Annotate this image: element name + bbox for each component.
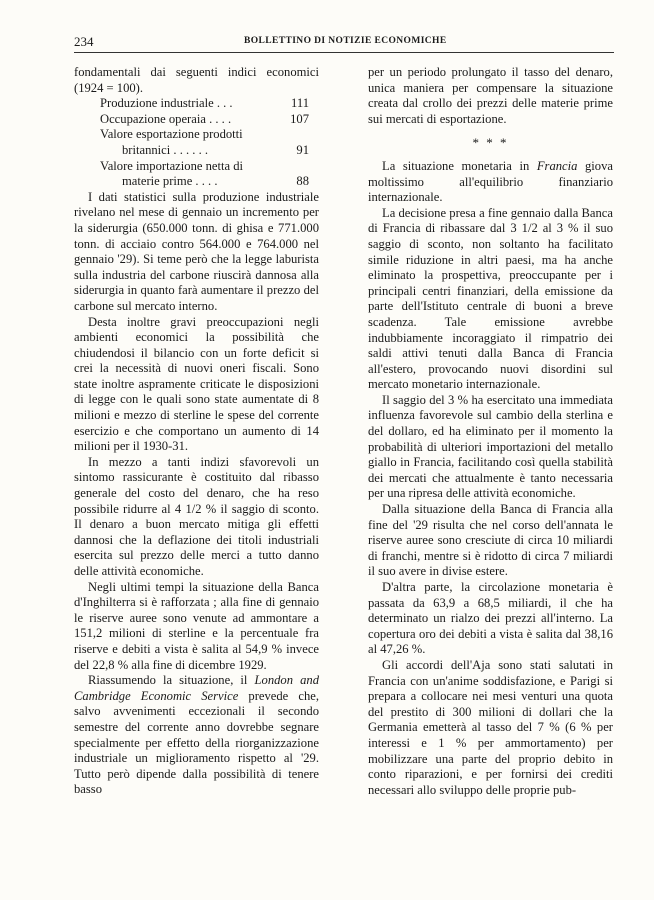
paragraph: In mezzo a tanti indizi sfavorevoli un sintomo rassicurante è costituito dal ribasso generale del costo del denaro, che ha reso possibile ridurre al 4 1/2 % il saggio di sconto. Il denaro a buon mercato mitiga gli effetti dannosi che la deflazione dei titoli industriali esercita sul prezzo delle merci a tutto danno delle attività economiche. bbox=[74, 454, 319, 578]
publication-title: London and Cambridge Economic Service bbox=[74, 673, 320, 703]
index-label: materie prime . . . . bbox=[122, 174, 218, 189]
paragraph: Il saggio del 3 % ha esercitato una immediata influenza favorevole sul cambio della sterlina e del dollaro, ed ha eliminato per il momento la probabilità di ulteriori importazioni del metallo giallo in Francia, facilitando così quella stabilità dei mercati che attualmente è tanto necessaria per una ripresa delle attività economiche. bbox=[368, 392, 613, 501]
index-value: 111 bbox=[291, 96, 309, 111]
paragraph: Gli accordi dell'Aja sono stati salutati in Francia con un'anime soddisfazione, e Parigi si prepara a collocare nei mesi venturi una quota del prestito di 300 milioni di dollari che la Germania emetterà al tasso del 7 % (6 % per interessi e 1 % per ammortamento) per mobilizzare una parte del proprio debito in conto riparazioni, e per fornirsi dei crediti necessari allo sviluppo delle proprie pub- bbox=[368, 657, 613, 797]
index-value: 107 bbox=[290, 111, 309, 126]
running-head: BOLLETTINO DI NOTIZIE ECONOMICHE bbox=[244, 36, 447, 46]
index-label: Produzione industriale . . . bbox=[100, 96, 233, 111]
indices-table bbox=[74, 96, 319, 190]
paragraph bbox=[74, 673, 319, 798]
section-separator: * * * bbox=[472, 135, 509, 151]
right-column bbox=[368, 65, 613, 798]
paragraph: Dalla situazione della Banca di Francia alla fine del '29 risulta che nel corso dell'annata le riserve auree sono cresciute di circa 10 miliardi di franchi, mentre si è ridotto di circa 7 miliardi il suo avere in divise estere. bbox=[368, 502, 613, 579]
page-header bbox=[74, 34, 614, 53]
paragraph: Desta inoltre gravi preoccupazioni negli ambienti economici la possibilità che chiudendosi il bilancio con un forte deficit si crei la necessità di nuovi oneri fiscali. Sono state inoltre aspramente criticate le disposizioni di legge con le quali sono state aumentate di 8 milioni e mezzo di sterline le spese del corrente esercizio e che comportano un aumento di 14 milioni per il 1930-31. bbox=[74, 314, 319, 454]
index-label: Occupazione operaia . . . . bbox=[100, 111, 232, 126]
index-row bbox=[100, 127, 319, 143]
index-label: Valore esportazione prodotti bbox=[100, 127, 243, 142]
page-number: 234 bbox=[74, 34, 94, 49]
paragraph: La decisione presa a fine gennaio dalla Banca di Francia di ribassare dal 3 1/2 al 3 % il suo saggio di sconto, non soltanto ha facilitato simile riduzione in altri paesi, ma ha anche eliminato la prospettiva, preoccupante per i principali centri finanziari, della emissione da parte dell'Istituto centrale di buoni a breve scadenza. Tale emissione avrebbe indubbiamente incoraggiato il rimpatrio dei saldi attivi tenuti dalla Banca di Francia all'estero, provocando nuovi disordini sul mercato monetario internazionale. bbox=[368, 205, 613, 392]
index-label: britannici . . . . . . bbox=[122, 142, 209, 157]
indices-intro: fondamentali dai seguenti indici economici (1924 = 100). bbox=[74, 65, 319, 95]
index-row bbox=[100, 112, 319, 128]
paragraph: Negli ultimi tempi la situazione della Banca d'Inghilterra si è rafforzata ; alla fine di gennaio le riserve auree sono venute ad ammontare a 151,2 milioni di sterline e la percentuale fra riserve e debiti a vista è salita al 54,9 % invece del 22,8 % alla fine di dicembre 1929. bbox=[74, 579, 319, 672]
paragraph-text: La situazione monetaria in bbox=[382, 158, 537, 173]
index-row bbox=[100, 143, 319, 159]
paragraph-text: giova moltissimo all'equilibrio finanziario internazionale. bbox=[368, 158, 613, 205]
index-row bbox=[100, 174, 319, 190]
paragraph: per un periodo prolungato il tasso del denaro, unica maniera per compensare la situazione creata dal crollo dei prezzi delle materie prime sui mercati di esportazione. bbox=[368, 65, 613, 126]
left-column bbox=[74, 65, 319, 798]
index-value: 88 bbox=[296, 174, 309, 189]
country-name: Francia bbox=[536, 158, 578, 173]
paragraph-text: Riassumendo la situazione, il bbox=[88, 673, 255, 688]
paragraph-text: prevede che, salvo avvenimenti eccezionali il secondo semestre del corrente anno dovrebbe segnare specialmente per effetto della riorganizzazione industriale un miglioramento rispetto al '29. Tutto però dipende dalla possibilità di tenere basso bbox=[74, 688, 319, 797]
index-value: 91 bbox=[296, 142, 309, 157]
paragraph bbox=[368, 159, 613, 206]
index-row bbox=[100, 96, 319, 112]
paragraph: I dati statistici sulla produzione industriale rivelano nel mese di gennaio un incremento per la siderurgia (650.000 tonn. di ghisa e 771.000 tonn. di acciaio contro 564.000 e 764.000 nel gennaio '29). Si teme però che la legge laburista sulla industria del carbone riuscirà dannosa alla siderurgia in quanto farà aumentare il prezzo del carbone sul mercato interno. bbox=[74, 189, 319, 313]
paragraph: D'altra parte, la circolazione monetaria è passata da 63,9 a 68,5 miliardi, il che ha determinato un rialzo dei prezzi all'interno. La copertura oro dei debiti a vista è salita dal 38,16 al 47,26 %. bbox=[368, 580, 613, 657]
index-row bbox=[100, 159, 319, 175]
index-label: Valore importazione netta di bbox=[100, 158, 244, 173]
